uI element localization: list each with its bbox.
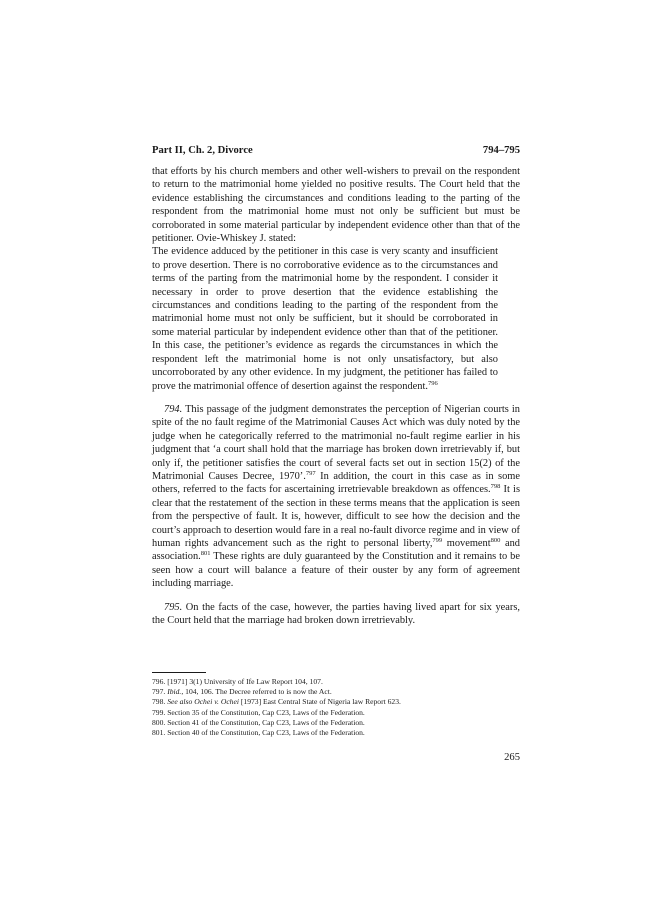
footnote-797 <box>152 687 520 697</box>
footnote-796 <box>152 677 520 687</box>
footnote-text: Section 35 of the Constitution, Cap C23, Laws of the Federation. <box>167 707 365 717</box>
footnote-divider <box>152 672 206 673</box>
page-number: 265 <box>504 752 520 763</box>
footnote-text: , 104, 106. The Decree referred to is now the Act. <box>181 687 332 697</box>
running-header <box>152 145 520 156</box>
paragraph-text: This passage of the judgment demonstrates the perception of Nigerian courts in spite of the no fault regime of the Matrimonial Causes Act which was duly noted by the judge when he categorically referred to the matrimonial no-fault regime earlier in his judgment that ‘a court shall hold that the marriage has broken down irretrievably if, but only if, the petitioner satisfies the court of several facts set out in section 15(2) of the Matrimonial Causes Decree, 1970’. <box>152 403 520 482</box>
footnote-number: 798. <box>152 697 166 707</box>
footnote-ref[interactable]: 800 <box>490 536 501 544</box>
footnote-ref[interactable]: 799 <box>432 536 443 544</box>
footnote-text: Section 41 of the Constitution, Cap C23, Laws of the Federation. <box>167 717 365 727</box>
footnote-801 <box>152 728 520 738</box>
footnote-citation: Ibid. <box>167 687 182 697</box>
paragraph-text: These rights are duly guaranteed by the Constitution and it remains to be seen how a court will balance a feature of their ouster by any form of agreement including marriage. <box>152 551 520 590</box>
footnote-text: Section 40 of the Constitution, Cap C23, Laws of the Federation. <box>167 728 365 738</box>
paragraph-text: movement <box>442 537 491 549</box>
footnote-799 <box>152 708 520 718</box>
footnote-ref[interactable]: 798 <box>490 483 501 491</box>
header-chapter: Part II, Ch. 2, Divorce <box>152 145 253 156</box>
footnote-ref[interactable]: 797 <box>305 469 316 477</box>
paragraph-number: 795. <box>164 601 183 613</box>
footnotes <box>152 672 520 738</box>
footnote-ref[interactable]: 801 <box>200 550 211 558</box>
paragraph-text: It is clear that the restatement of the section in these terms means that the application is seen from the perspective of fault. It is, however, difficult to see how the decision and the court’s approach to desertion would fare in a real no-fault divorce regime and in view of human rights advancement such as the right to personal liberty, <box>152 484 520 549</box>
paragraph-795 <box>152 601 520 628</box>
footnote-number: 801. <box>152 728 166 738</box>
footnote-text: [1973] East Central State of Nigeria law Report 623. <box>238 697 401 707</box>
footnote-number: 797. <box>152 687 166 697</box>
footnote-number: 800. <box>152 717 166 727</box>
footnote-number: 799. <box>152 707 166 717</box>
paragraph-text: and association. <box>152 537 520 563</box>
footnote-800 <box>152 718 520 728</box>
intro-paragraph: that efforts by his church members and other well-wishers to prevail on the respondent to return to the matrimonial home yielded no positive results. The Court held that the evidence establishing the circumstances and conditions leading to the parting of the respondent from the matrimonial home must not only be sufficient but must be corroborated in some material particular by independent evidence other than that of the petitioner. Ovie-Whiskey J. stated: <box>152 166 520 245</box>
footnote-ref[interactable]: 796 <box>427 379 438 387</box>
paragraph-794 <box>152 403 520 591</box>
paragraph-number: 794. <box>164 403 183 415</box>
footnote-number: 796. <box>152 677 166 686</box>
header-paragraph-range: 794–795 <box>482 145 520 156</box>
paragraph-text: On the facts of the case, however, the parties having lived apart for six years, the Court held that the marriage had broken down irretrievably. <box>152 601 520 626</box>
block-quote <box>152 245 498 392</box>
quote-text: The evidence adduced by the petitioner in this case is very scanty and insufficient to prove desertion. There is no corroborative evidence as to the circumstances and terms of the parting from the matrimonial home by the respondent. I consider it necessary in order to prove desertion that the evidence establishing the circumstances and conditions leading to the parting of the respondent from the matrimonial home must not only be sufficient, but it should be corroborated in some material particular by independent evidence other than that of the petitioner. In this case, the petitioner’s evidence as regards the circumstances in which the respondent left the matrimonial home is not only unsatisfactory, but also uncorroborated by any other evidence. In my judgment, the petitioner has failed to prove the matrimonial offence of desertion against the respondent. <box>152 246 498 392</box>
footnote-798 <box>152 697 520 707</box>
main-text <box>152 165 520 627</box>
paragraph-text: In addition, the court in this case as in some others, referred to the facts for ascertaining irretrievable breakdown as offences. <box>152 470 520 496</box>
footnote-text: [1971] 3(1) University of Ife Law Report 104, 107. <box>167 677 323 686</box>
footnote-citation: See also Ochei v. Ochei <box>167 697 239 707</box>
